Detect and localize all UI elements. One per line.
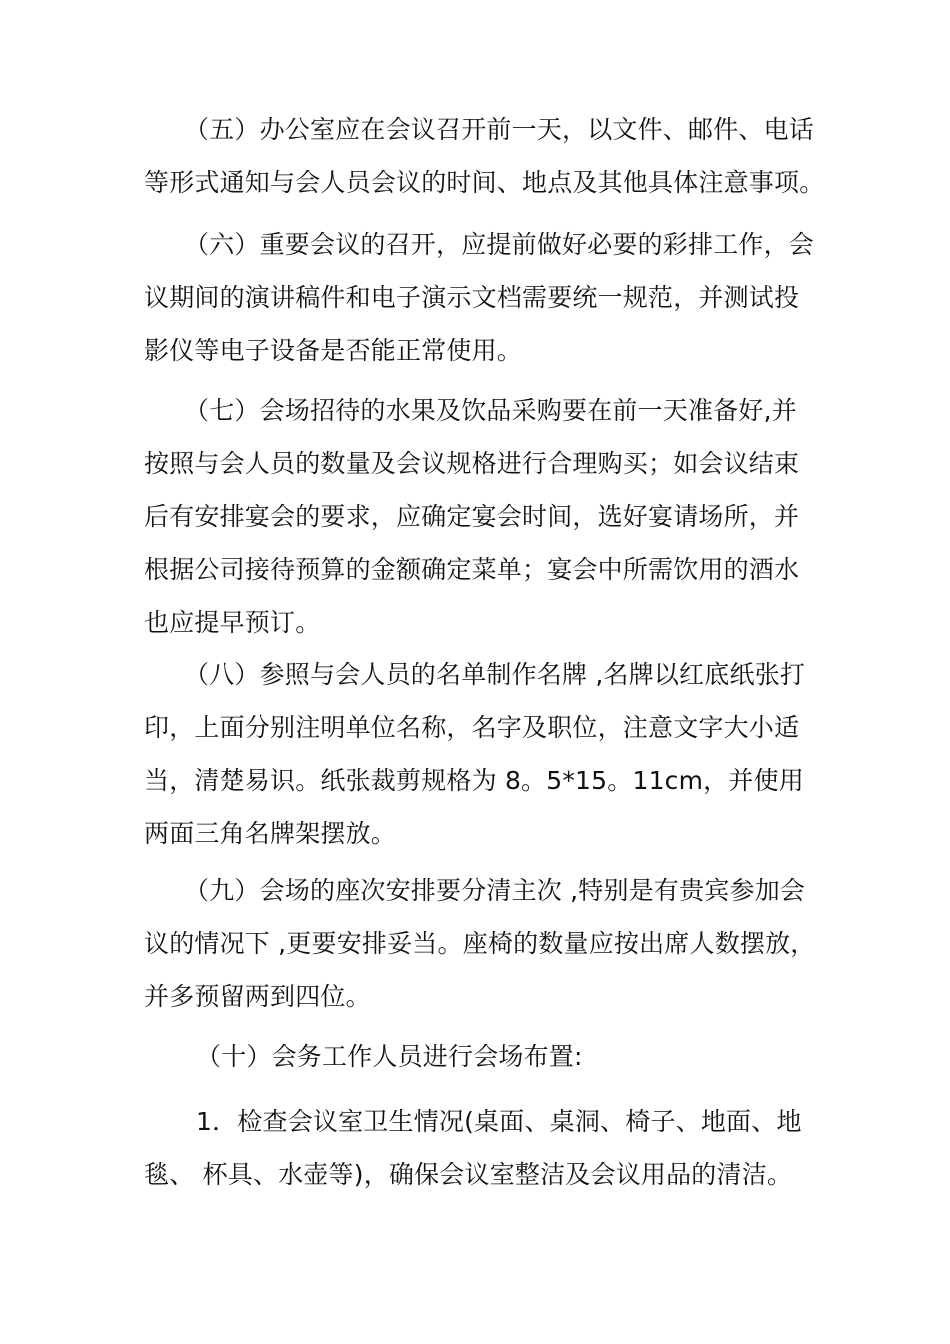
paragraph-line: 两面三角名牌架摆放。: [144, 819, 397, 848]
paragraph-line: 议的情况下 ,更要安排妥当。座椅的数量应按出席人数摆放，: [144, 929, 816, 958]
paragraph-5: [144, 103, 824, 209]
paragraph-line: 并多预留两到四位。: [144, 982, 371, 1011]
paragraph-line: 当，清楚易识。纸张裁剪规格为 8。5*15。11cm，并使用: [144, 766, 804, 795]
paragraph-8: [144, 648, 824, 860]
paragraph-line: （八）参照与会人员的名单制作名牌 ,名牌以红底纸张打: [184, 660, 806, 689]
paragraph-10-1: [144, 1095, 824, 1201]
paragraph-6: [144, 218, 824, 377]
paragraph-line: 等形式通知与会人员会议的时间、地点及其他具体注意事项。: [144, 168, 825, 197]
paragraph-line: 根据公司接待预算的金额确定菜单；宴会中所需饮用的酒水: [144, 555, 800, 584]
paragraph-9: [144, 864, 824, 1023]
paragraph-line: 后有安排宴会的要求，应确定宴会时间，选好宴请场所，并: [144, 502, 800, 531]
paragraph-line: （十）会务工作人员进行会场布置:: [196, 1042, 583, 1071]
paragraph-line: 按照与会人员的数量及会议规格进行合理购买；如会议结束: [144, 449, 800, 478]
paragraph-line: （七）会场招待的水果及饮品采购要在前一天准备好,并: [184, 396, 797, 425]
paragraph-line: （六）重要会议的召开，应提前做好必要的彩排工作，会: [184, 230, 815, 259]
paragraph-7: [144, 384, 824, 649]
paragraph-line: 影仪等电子设备是否能正常使用。: [144, 336, 523, 365]
paragraph-line: 毯、 杯具、水壶等)，确保会议室整洁及会议用品的清洁。: [144, 1160, 793, 1189]
paragraph-10: [144, 1030, 824, 1083]
paragraph-line: 印，上面分别注明单位名称，名字及职位，注意文字大小适: [144, 713, 800, 742]
paragraph-line: 1．检查会议室卫生情况(桌面、桌洞、椅子、地面、地: [196, 1107, 802, 1136]
paragraph-line: （五）办公室应在会议召开前一天，以文件、邮件、电话: [184, 115, 815, 144]
paragraph-line: 也应提早预订。: [144, 608, 321, 637]
paragraph-line: （九）会场的座次安排要分清主次 ,特别是有贵宾参加会: [184, 876, 806, 905]
paragraph-line: 议期间的演讲稿件和电子演示文档需要统一规范，并测试投: [144, 283, 800, 312]
